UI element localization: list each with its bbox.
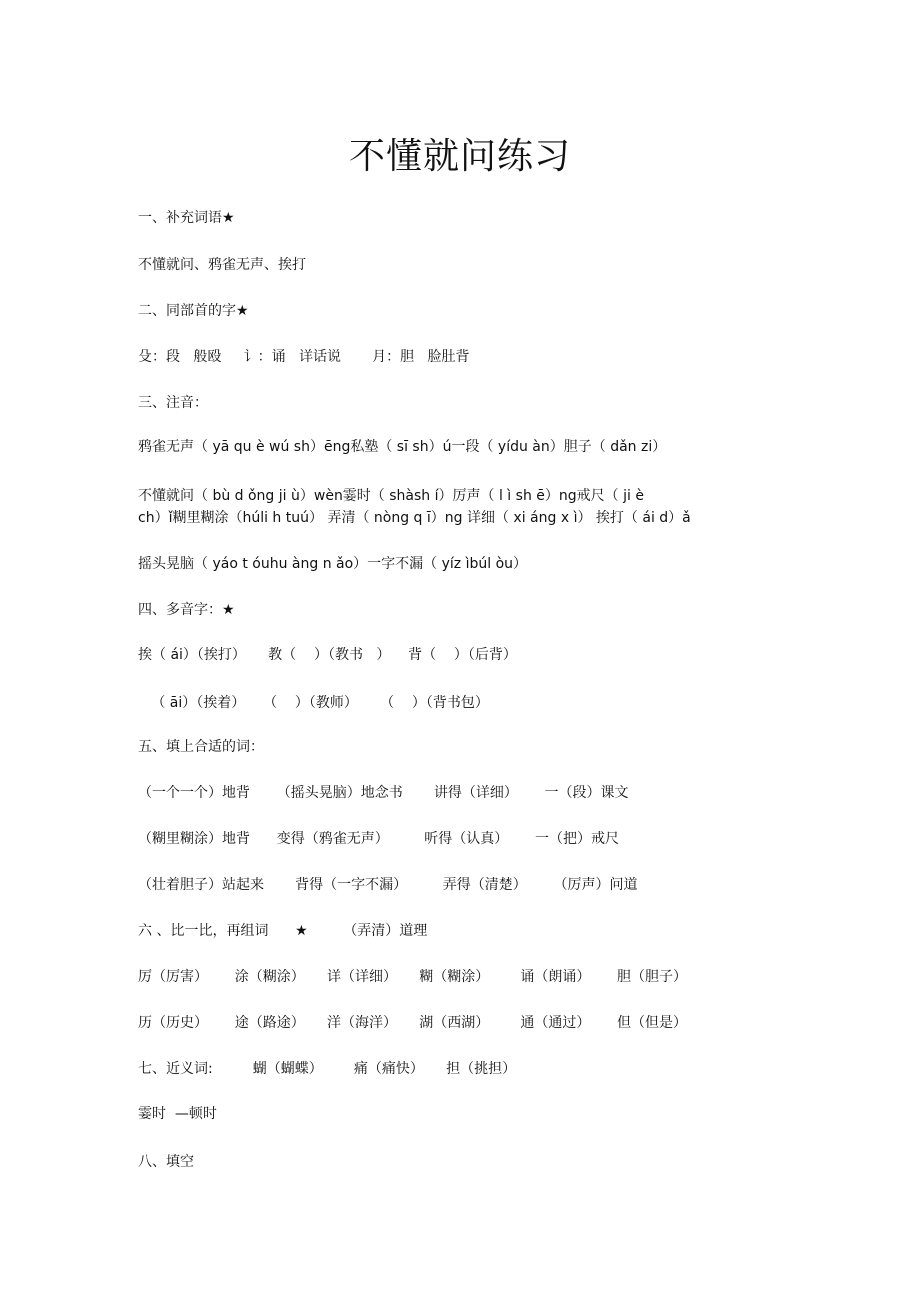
section-heading-3: 三、注音： bbox=[138, 395, 208, 411]
text-line: （糊里糊涂）地背 变得（鸦雀无声） 听得（认真） 一（把）戒尺 bbox=[138, 831, 620, 847]
text-line: （ āi）（挨着） （ ）（教师） （ ）（背书包） bbox=[138, 695, 489, 711]
text-line: 霎时 —顿时 bbox=[138, 1106, 217, 1122]
text-line: ch）ǐ糊里糊涂（húli h tuú） 弄清（ nòng q ī）ng 详细（ xi áng x ì） 挨打（ ái d）ǎ bbox=[138, 510, 691, 526]
text-line: 厉（厉害） 涂（糊涂） 详（详细） 糊（糊涂） 诵（朗诵） 胆（胆子） bbox=[138, 969, 688, 985]
text-line: （一个一个）地背 （摇头晃脑）地念书 讲得（详细） 一（段）课文 bbox=[138, 785, 629, 801]
section-heading-2: 二、同部首的字★ bbox=[138, 303, 249, 319]
section-heading-7: 七、近义词: 蝴（蝴蝶） 痛（痛快） 担（挑担） bbox=[138, 1061, 517, 1077]
section-heading-4: 四、多音字：★ bbox=[138, 602, 235, 618]
section-heading-8: 八、填空 bbox=[138, 1154, 194, 1170]
text-line: 摇头晃脑（ yáo t óuhu àng n ǎo）一字不漏（ yíz ìbúl òu） bbox=[138, 556, 528, 572]
page-title: 不懂就问练习 bbox=[348, 136, 571, 177]
text-line: 殳：段 般殴 讠：诵 详话说 月：胆 脸肚背 bbox=[138, 349, 470, 365]
section-heading-1: 一、补充词语★ bbox=[138, 210, 235, 226]
section-heading-5: 五、填上合适的词： bbox=[138, 739, 264, 755]
text-line: 鸦雀无声（ yā qu è wú sh）ēng私塾（ sī sh）ú一段（ yídu àn）胆子（ dǎn zi） bbox=[138, 439, 667, 455]
text-line: 不懂就问（ bù d ǒng ji ù）wèn霎时（ shàsh í）厉声（ l ì sh ē）ng戒尺（ ji è bbox=[138, 488, 644, 504]
section-heading-6: 六 、比一比，再组词 ★ （弄清）道理 bbox=[138, 923, 428, 939]
text-line: 历（历史） 途（路途） 洋（海洋） 湖（西湖） 通（通过） 但（但是） bbox=[138, 1015, 688, 1031]
text-line: 不懂就问、鸦雀无声、挨打 bbox=[138, 257, 306, 273]
text-line: （壮着胆子）站起来 背得（一字不漏） 弄得（清楚） （厉声）问道 bbox=[138, 877, 638, 893]
text-line: 挨（ ái）（挨打） 教（ ）（教书 ） 背（ ）（后背） bbox=[138, 647, 517, 663]
